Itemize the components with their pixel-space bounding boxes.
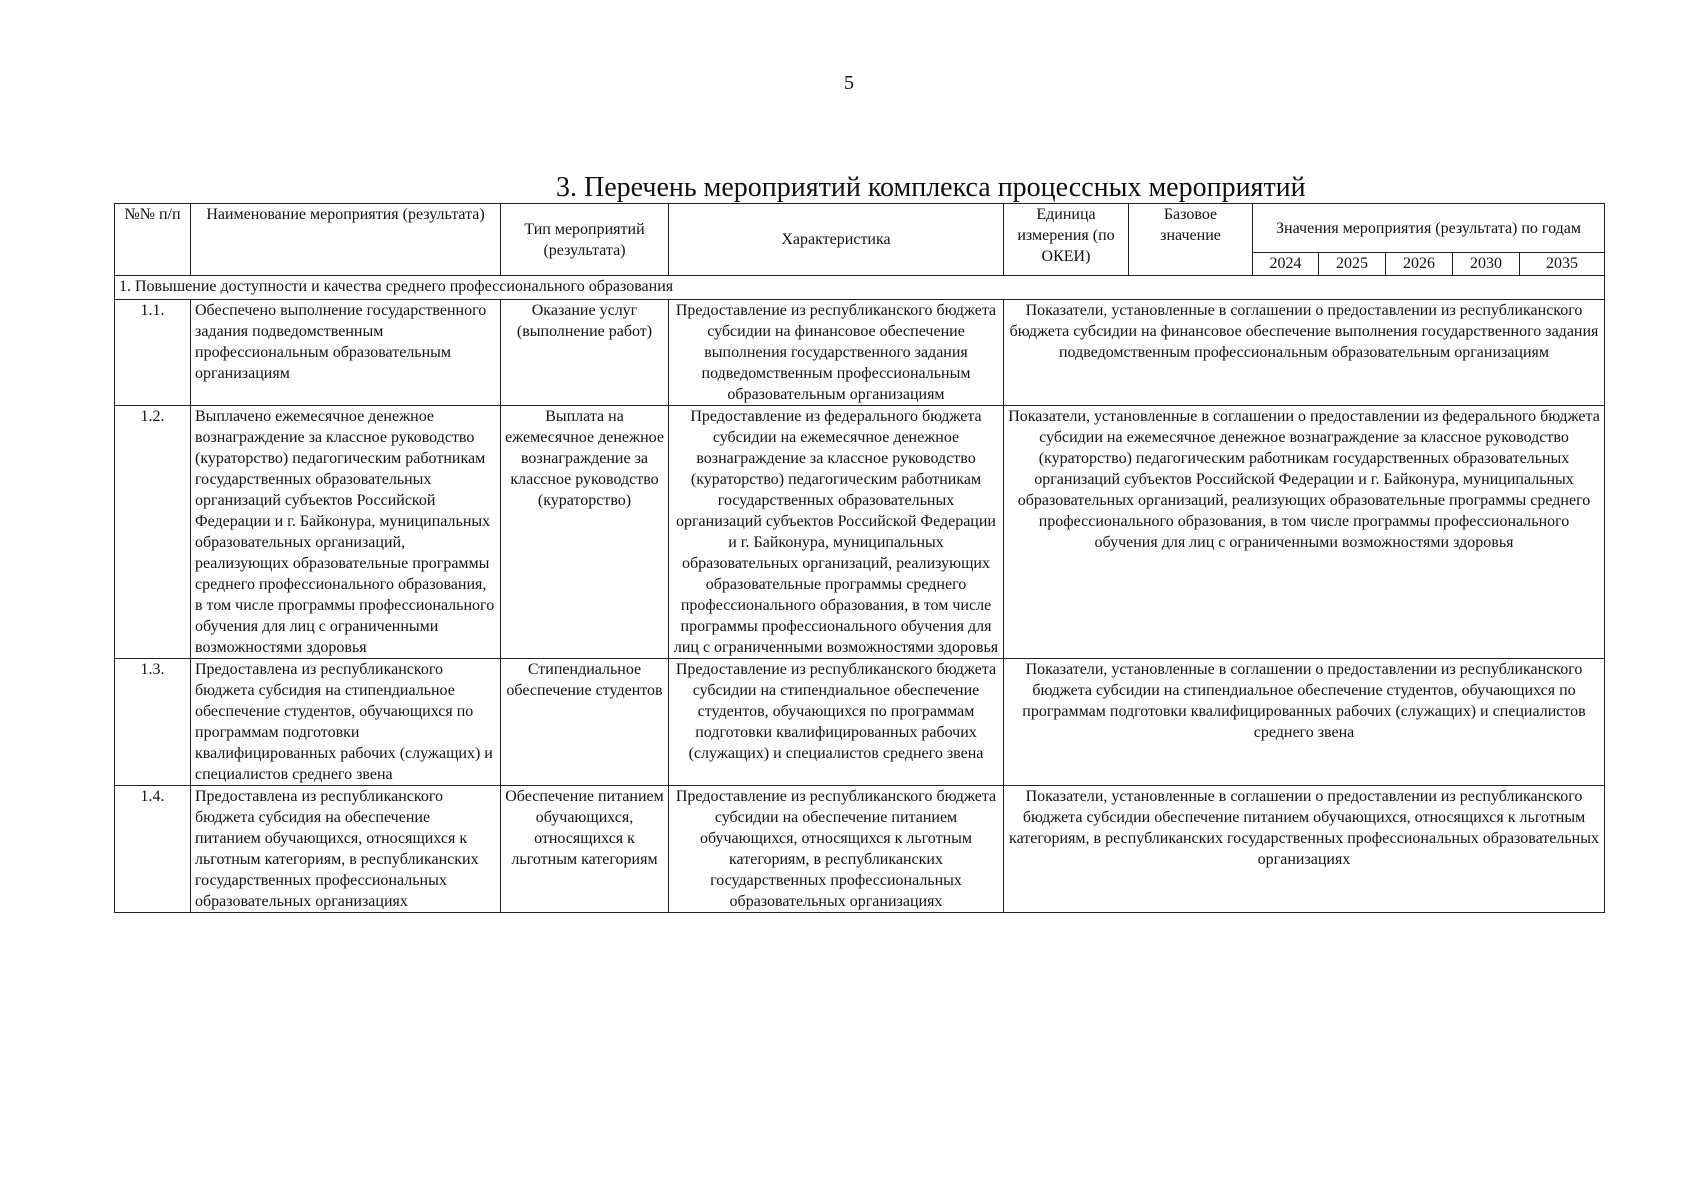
section-row [115, 276, 1605, 300]
page-number: 5 [844, 72, 854, 94]
header-year: 2030 [1453, 253, 1520, 276]
document-title: 3. Перечень мероприятий комплекса процессных мероприятий [556, 172, 1306, 203]
header-name: Наименование мероприятия (результата) [191, 204, 501, 276]
header-type: Тип мероприятий (результата) [501, 204, 669, 276]
measure-name: Предоставлена из республиканского бюджета субсидия на обеспечение питанием обучающихся, относящихся к льготным категориям, в республиканских государственных профессиональных образовательных организациях [191, 786, 501, 913]
header-characteristic: Характеристика [669, 204, 1004, 276]
header-year: 2035 [1520, 253, 1605, 276]
measure-indicators: Показатели, установленные в соглашении о предоставлении из республиканского бюджета субсидии на финансовое обеспечение выполнения государственного задания подведомственным профессиональным образовательным организациям [1004, 300, 1605, 406]
measure-type: Обеспечение питанием обучающихся, относящихся к льготным категориям [501, 786, 669, 913]
header-year: 2025 [1319, 253, 1386, 276]
measures-table [114, 203, 1605, 913]
measure-name: Выплачено ежемесячное денежное вознаграждение за классное руководство (кураторство) педагогическим работникам государственных образовательных организаций субъектов Российской Федерации и г. Байконура, муниципальных образовательных организаций, реализующих образовательные программы среднего профессионального образования, в том числе программы профессионального обучения для лиц с ограниченными возможностями здоровья [191, 406, 501, 659]
table-row [115, 406, 1605, 659]
measure-characteristic: Предоставление из республиканского бюджета субсидии на стипендиальное обеспечение студентов, обучающихся по программам подготовки квалифицированных рабочих (служащих) и специалистов среднего звена [669, 659, 1004, 786]
measure-characteristic: Предоставление из республиканского бюджета субсидии на финансовое обеспечение выполнения государственного задания подведомственным профессиональным образовательным организациям [669, 300, 1004, 406]
measure-name: Предоставлена из республиканского бюджета субсидия на стипендиальное обеспечение студентов, обучающихся по программам подготовки квалифицированных рабочих (служащих) и специалистов среднего звена [191, 659, 501, 786]
measure-indicators: Показатели, установленные в соглашении о предоставлении из федерального бюджета субсидии на ежемесячное денежное вознаграждение за классное руководство (кураторство) педагогическим работникам государственных образовательных организаций субъектов Российской Федерации и г. Байконура, муниципальных образовательных организаций, реализующих образовательные программы среднего профессионального образования, в том числе программы профессионального обучения для лиц с ограниченными возможностями здоровья [1004, 406, 1605, 659]
row-number: 1.2. [115, 406, 191, 659]
header-unit: Единица измерения (по ОКЕИ) [1004, 204, 1129, 276]
measure-indicators: Показатели, установленные в соглашении о предоставлении из республиканского бюджета субсидии на стипендиальное обеспечение студентов, обучающихся по программам подготовки квалифицированных рабочих (служащих) и специалистов среднего звена [1004, 659, 1605, 786]
table-row [115, 786, 1605, 913]
header-year: 2026 [1386, 253, 1453, 276]
measure-characteristic: Предоставление из федерального бюджета субсидии на ежемесячное денежное вознаграждение за классное руководство (кураторство) педагогическим работникам государственных образовательных организаций субъектов Российской Федерации и г. Байконура, муниципальных образовательных организаций, реализующих образовательные программы среднего профессионального образования, в том числе программы профессионального обучения для лиц с ограниченными возможностями здоровья [669, 406, 1004, 659]
header-values-by-years: Значения мероприятия (результата) по годам [1253, 204, 1605, 253]
header-num: №№ п/п [115, 204, 191, 276]
measure-name: Обеспечено выполнение государственного задания подведомственным профессиональным образовательным организациям [191, 300, 501, 406]
table-row [115, 300, 1605, 406]
header-base-value: Базовое значение [1129, 204, 1253, 276]
table-row [115, 659, 1605, 786]
measure-characteristic: Предоставление из республиканского бюджета субсидии на обеспечение питанием обучающихся, относящихся к льготным категориям, в республиканских государственных профессиональных образовательных организациях [669, 786, 1004, 913]
measure-indicators: Показатели, установленные в соглашении о предоставлении из республиканского бюджета субсидии обеспечение питанием обучающихся, относящихся к льготным категориям, в республиканских государственных профессиональных образовательных организациях [1004, 786, 1605, 913]
section-title: 1. Повышение доступности и качества среднего профессионального образования [115, 276, 1605, 300]
header-row-main [115, 204, 1605, 253]
measure-type: Оказание услуг (выполнение работ) [501, 300, 669, 406]
row-number: 1.3. [115, 659, 191, 786]
row-number: 1.4. [115, 786, 191, 913]
row-number: 1.1. [115, 300, 191, 406]
header-year: 2024 [1253, 253, 1319, 276]
measure-type: Стипендиальное обеспечение студентов [501, 659, 669, 786]
measure-type: Выплата на ежемесячное денежное вознаграждение за классное руководство (кураторство) [501, 406, 669, 659]
